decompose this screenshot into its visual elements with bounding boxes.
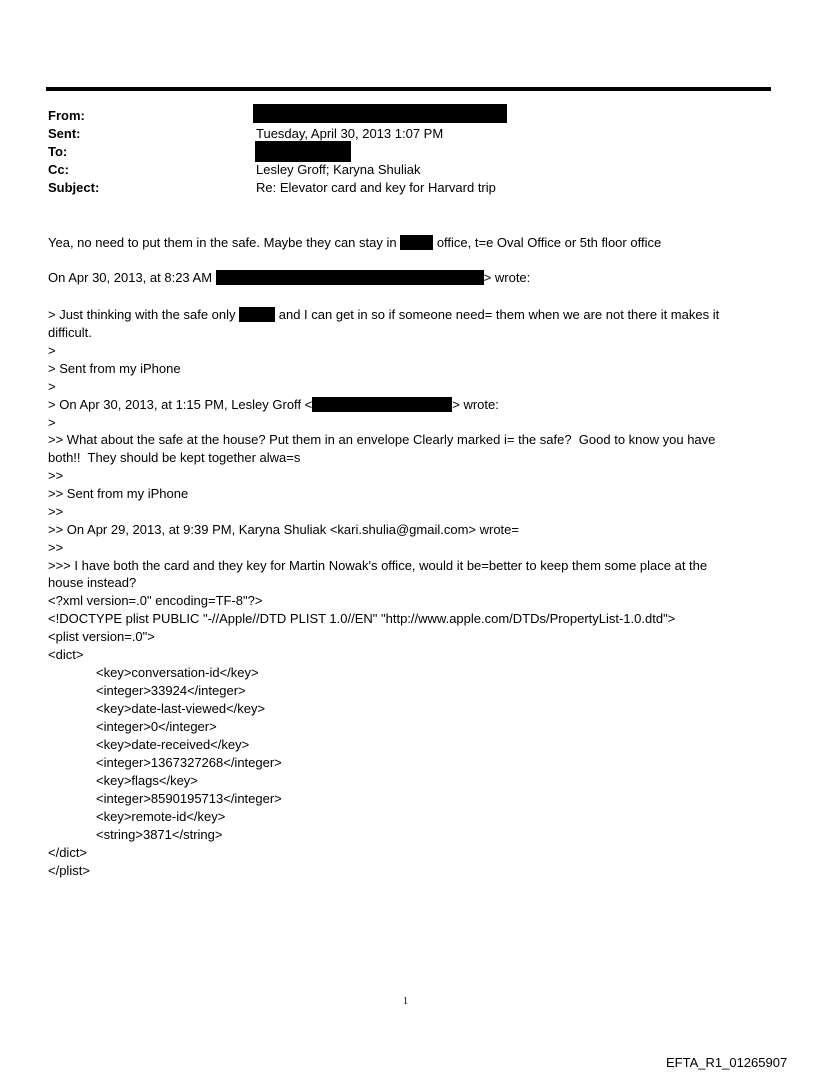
plist-line: <key>remote-id</key> — [96, 809, 226, 824]
quote-line — [48, 396, 499, 414]
plist-line: </plist> — [48, 863, 90, 878]
plist-line: <key>date-last-viewed</key> — [96, 701, 266, 716]
on-wrote-text-b: > wrote: — [483, 270, 531, 285]
from-redaction — [253, 104, 507, 123]
quote-text: > On Apr 30, 2013, at 1:15 PM, Lesley Groff < — [48, 397, 313, 412]
inline-redaction — [216, 270, 484, 285]
quote-line: >> — [48, 504, 64, 519]
plist-line: <integer>33924</integer> — [96, 683, 246, 698]
plist-line: <key>date-received</key> — [96, 737, 250, 752]
inline-redaction — [400, 235, 433, 250]
plist-line: <key>flags</key> — [96, 773, 198, 788]
quote-line: difficult. — [48, 325, 92, 340]
quote-line — [48, 306, 719, 324]
quote-line: >> On Apr 29, 2013, at 9:39 PM, Karyna Shuliak <kari.shulia@gmail.com> wrote= — [48, 522, 519, 537]
plist-line: <integer>0</integer> — [96, 719, 217, 734]
cc-label: Cc: — [48, 162, 69, 177]
plist-line: <integer>1367327268</integer> — [96, 755, 282, 770]
header-rule — [46, 87, 771, 91]
quote-line: >> Sent from my iPhone — [48, 486, 189, 501]
reply-text-b: office, t=e Oval Office or 5th floor office — [433, 235, 662, 250]
subject-value: Re: Elevator card and key for Harvard trip — [256, 180, 496, 195]
inline-redaction — [312, 397, 452, 412]
quote-line: >>> I have both the card and they key for Martin Nowak's office, would it be=better to keep them some place at the — [48, 558, 708, 573]
plist-line: <integer>8590195713</integer> — [96, 791, 282, 806]
quote-text: > Just thinking with the safe only — [48, 307, 240, 322]
plist-line: <?xml version=.0" encoding=TF-8"?> — [48, 593, 263, 608]
plist-line: <string>3871</string> — [96, 827, 223, 842]
to-redaction — [255, 141, 351, 162]
quote-text: > wrote: — [452, 397, 499, 412]
sent-label: Sent: — [48, 126, 81, 141]
quote-line: > — [48, 379, 56, 394]
to-label: To: — [48, 144, 68, 159]
plist-line: <key>conversation-id</key> — [96, 665, 259, 680]
bates-number: EFTA_R1_01265907 — [666, 1055, 788, 1070]
reply-line — [48, 234, 661, 252]
from-label: From: — [48, 108, 85, 123]
quote-line: both!! They should be kept together alwa=s — [48, 450, 301, 465]
cc-value: Lesley Groff; Karyna Shuliak — [256, 162, 421, 177]
quote-line: > — [48, 415, 56, 430]
quote-line: >> — [48, 468, 64, 483]
quote-line: >> What about the safe at the house? Put them in an envelope Clearly marked i= the safe? Good to know you have — [48, 432, 716, 447]
quote-text: and I can get in so if someone need= them when we are not there it makes it — [275, 307, 720, 322]
subject-label: Subject: — [48, 180, 100, 195]
quote-line: >> — [48, 540, 64, 555]
plist-line: </dict> — [48, 845, 88, 860]
quote-line: > — [48, 343, 56, 358]
sent-value: Tuesday, April 30, 2013 1:07 PM — [256, 126, 444, 141]
inline-redaction — [239, 307, 275, 322]
quote-line: > Sent from my iPhone — [48, 361, 181, 376]
quote-line: house instead? — [48, 575, 137, 590]
on-wrote-text-a: On Apr 30, 2013, at 8:23 AM — [48, 270, 216, 285]
on-wrote-line — [48, 269, 530, 287]
plist-line: <plist version=.0"> — [48, 629, 155, 644]
reply-text-a: Yea, no need to put them in the safe. Maybe they can stay in — [48, 235, 401, 250]
page-number: 1 — [403, 996, 408, 1007]
plist-line: <!DOCTYPE plist PUBLIC "-//Apple//DTD PLIST 1.0//EN" "http://www.apple.com/DTDs/PropertyList-1.0.dtd"> — [48, 611, 676, 626]
plist-line: <dict> — [48, 647, 84, 662]
